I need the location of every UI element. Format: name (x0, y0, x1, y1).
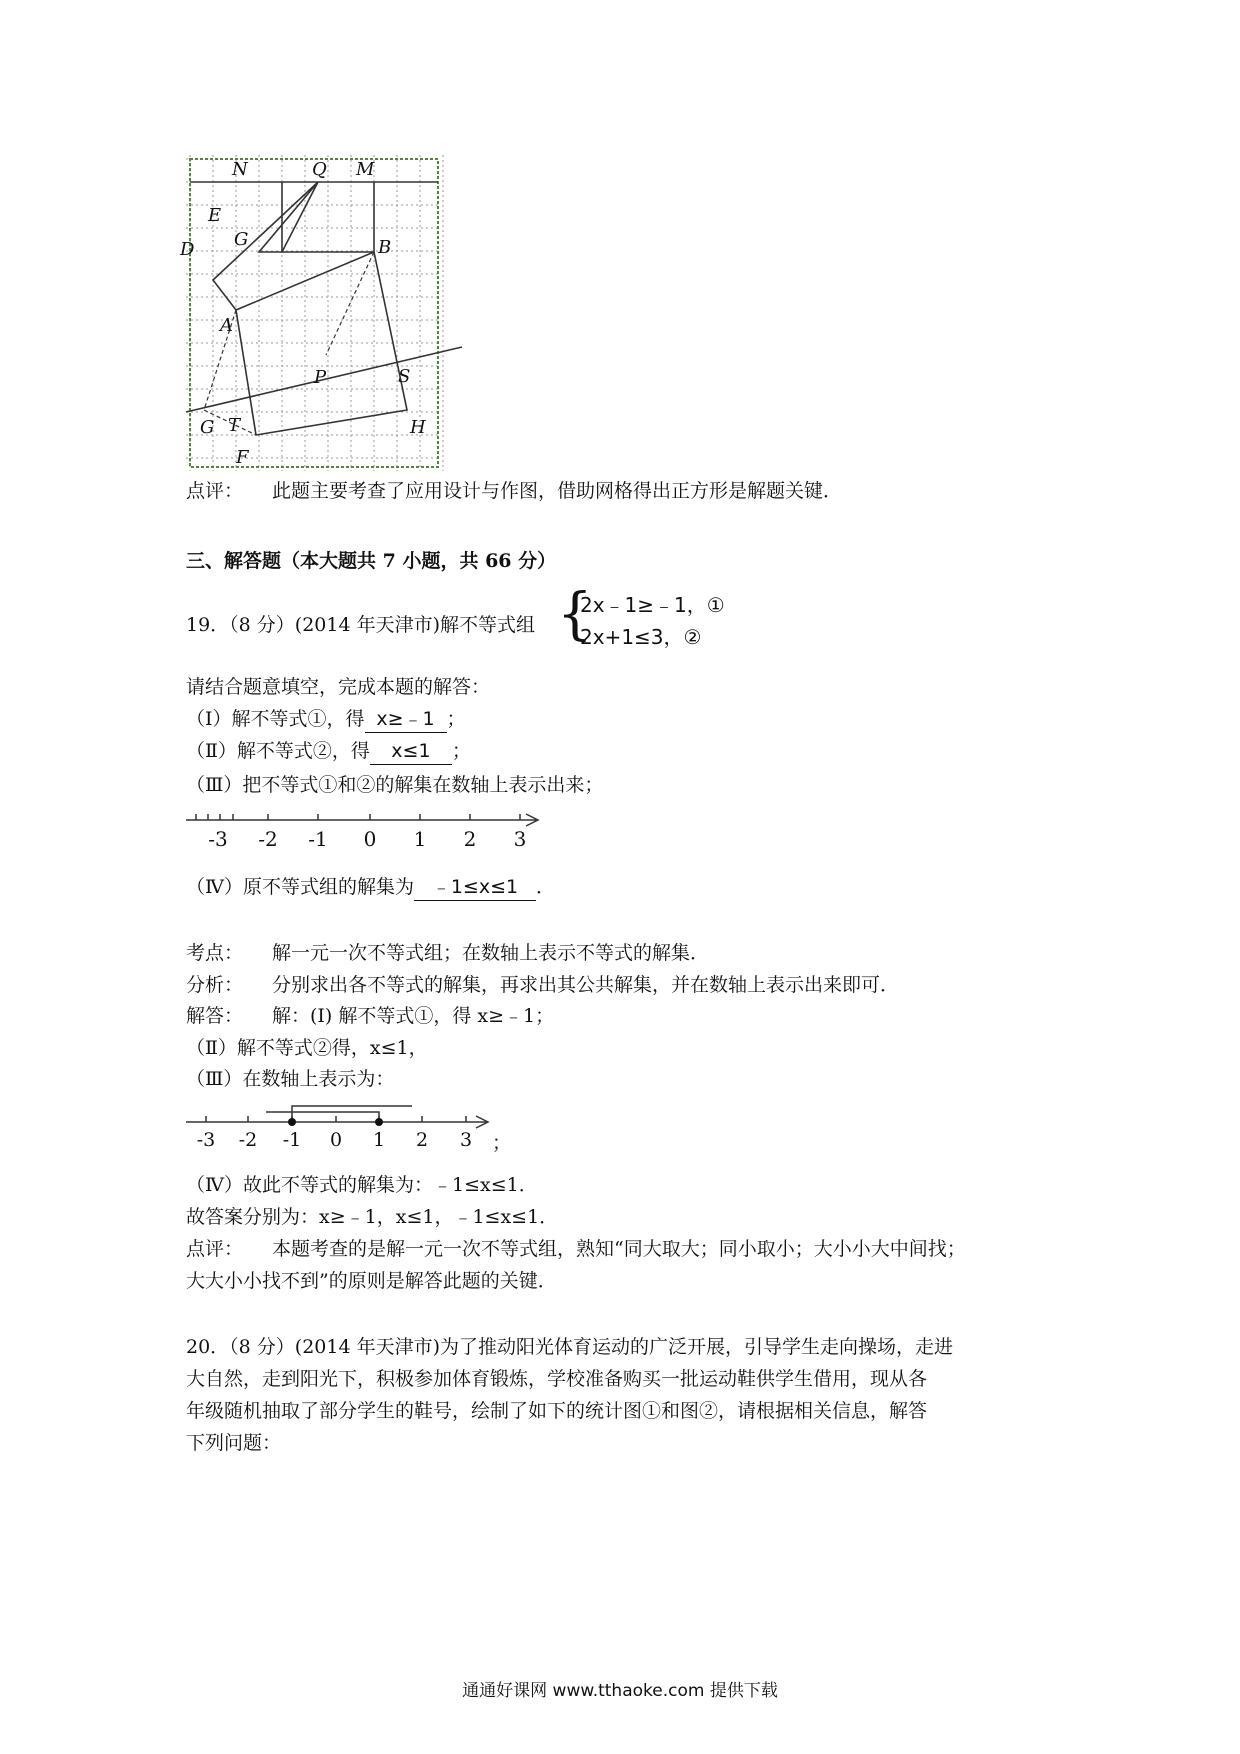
jieda-line-2: （Ⅱ）解不等式②得，x≤1， (186, 1037, 428, 1059)
point-label-S: S (398, 366, 411, 387)
kaodian-label: 考点： (186, 942, 244, 964)
jieda-label: 解答： (186, 1005, 244, 1027)
tick-label: 1 (413, 827, 427, 851)
tick-label: -3 (196, 1129, 216, 1151)
step1-text: （Ⅰ）解不等式①，得 (186, 708, 365, 730)
point-label-G-top: G (234, 229, 249, 250)
kaodian-text: 解一元一次不等式组；在数轴上表示不等式的解集． (272, 942, 710, 964)
dianping-line-1: 本题考查的是解一元一次不等式组，熟知“同大取大；同小取小；大小小大中间找； (272, 1238, 966, 1260)
step2-answer: x≤1 (370, 738, 452, 765)
q19-inequality-2: 2x+1≤3，② (580, 625, 702, 649)
dianping-label: 点评： (186, 1238, 244, 1260)
step1-answer: x≥﹣1 (365, 706, 447, 733)
point-label-D: D (180, 239, 195, 260)
tick-label: 0 (363, 827, 377, 851)
jieda-line-5: 故答案分别为：x≥﹣1，x≤1，﹣1≤x≤1． (186, 1206, 559, 1228)
dianping-line-2: 大大小小找不到”的原则是解答此题的关键． (186, 1270, 557, 1292)
q19-prefix: 19．（8 分）(2014 年天津市)解不等式组 (186, 614, 536, 636)
point-label-T: T (228, 415, 241, 436)
point-label-H: H (410, 417, 426, 438)
q20-line-2: 大自然，走到阳光下，积极参加体育锻炼，学校准备购买一批运动鞋供学生借用，现从各 (186, 1368, 928, 1390)
q20-line-1: 20．（8 分）(2014 年天津市)为了推动阳光体育运动的广泛开展，引导学生走向操场，走进 (186, 1336, 954, 1358)
comment1-label: 点评： (186, 480, 244, 502)
q20-line-4: 下列问题： (186, 1432, 282, 1454)
point-label-A: A (220, 315, 233, 336)
figure-lines (186, 182, 462, 435)
solution-endpoint-right (375, 1118, 383, 1126)
section3-title: 三、解答题（本大题共 7 小题，共 66 分） (186, 550, 557, 572)
tick-label: -1 (308, 827, 328, 851)
jieda-line-3-end: ； (492, 1132, 512, 1154)
point-label-P: P (314, 367, 327, 388)
comment1-text: 此题主要考查了应用设计与作图，借助网格得出正方形是解题关键． (272, 480, 843, 502)
fenxi-text: 分别求出各不等式的解集，再求出其公共解集，并在数轴上表示出来即可． (272, 974, 900, 996)
step4-answer: ﹣1≤x≤1 (414, 874, 536, 901)
tick-label: 0 (329, 1129, 343, 1151)
step2-end: ； (451, 740, 471, 762)
tick-label: 2 (415, 1129, 429, 1151)
q19-step2 (186, 738, 471, 765)
solution-bracket-1 (292, 1106, 412, 1122)
step4-text: （Ⅳ）原不等式组的解集为 (186, 876, 414, 898)
point-label-G: G (200, 417, 215, 438)
tick-label: -1 (282, 1129, 302, 1151)
tick-label: 1 (372, 1129, 386, 1151)
number-line-1 (186, 808, 546, 854)
point-label-N: N (232, 159, 248, 180)
q19-step3: （Ⅲ）把不等式①和②的解集在数轴上表示出来； (186, 774, 604, 796)
tick-label: 3 (513, 827, 527, 851)
point-label-Q: Q (312, 159, 327, 180)
solution-bracket-2 (266, 1112, 379, 1122)
point-label-B: B (378, 237, 392, 258)
jieda-line-1: 解：(Ⅰ) 解不等式①，得 x≥﹣1； (272, 1005, 555, 1027)
jieda-line-3: （Ⅲ）在数轴上表示为： (186, 1068, 395, 1090)
q19-instruction: 请结合题意填空，完成本题的解答： (186, 676, 491, 698)
tick-label: -3 (208, 827, 228, 851)
tick-label: -2 (238, 1129, 258, 1151)
step4-end: ． (535, 876, 555, 898)
tick-label: -2 (258, 827, 278, 851)
tick-label: 3 (459, 1129, 473, 1151)
fenxi-label: 分析： (186, 974, 244, 996)
q20-line-3: 年级随机抽取了部分学生的鞋号，绘制了如下的统计图①和图②，请根据相关信息，解答 (186, 1400, 928, 1422)
point-label-F: F (236, 447, 249, 468)
step1-end: ； (446, 708, 466, 730)
footer-text: 通通好课网 www.tthaoke.com 提供下载 (462, 1681, 778, 1701)
q19-inequality-1: 2x﹣1≥﹣1，① (580, 593, 725, 617)
step2-text: （Ⅱ）解不等式②，得 (186, 740, 370, 762)
q19-step1 (186, 706, 466, 733)
brace-glyph: { (557, 582, 593, 647)
number-line-2 (186, 1096, 496, 1152)
point-label-M: M (356, 159, 375, 180)
grid-lines (186, 155, 443, 471)
tick-label: 2 (463, 827, 477, 851)
point-label-E: E (208, 205, 222, 226)
jieda-line-4: （Ⅳ）故此不等式的解集为：﹣1≤x≤1． (186, 1174, 538, 1196)
q19-step4 (186, 874, 555, 901)
geometry-figure (180, 155, 462, 475)
solution-endpoint-left (288, 1118, 296, 1126)
